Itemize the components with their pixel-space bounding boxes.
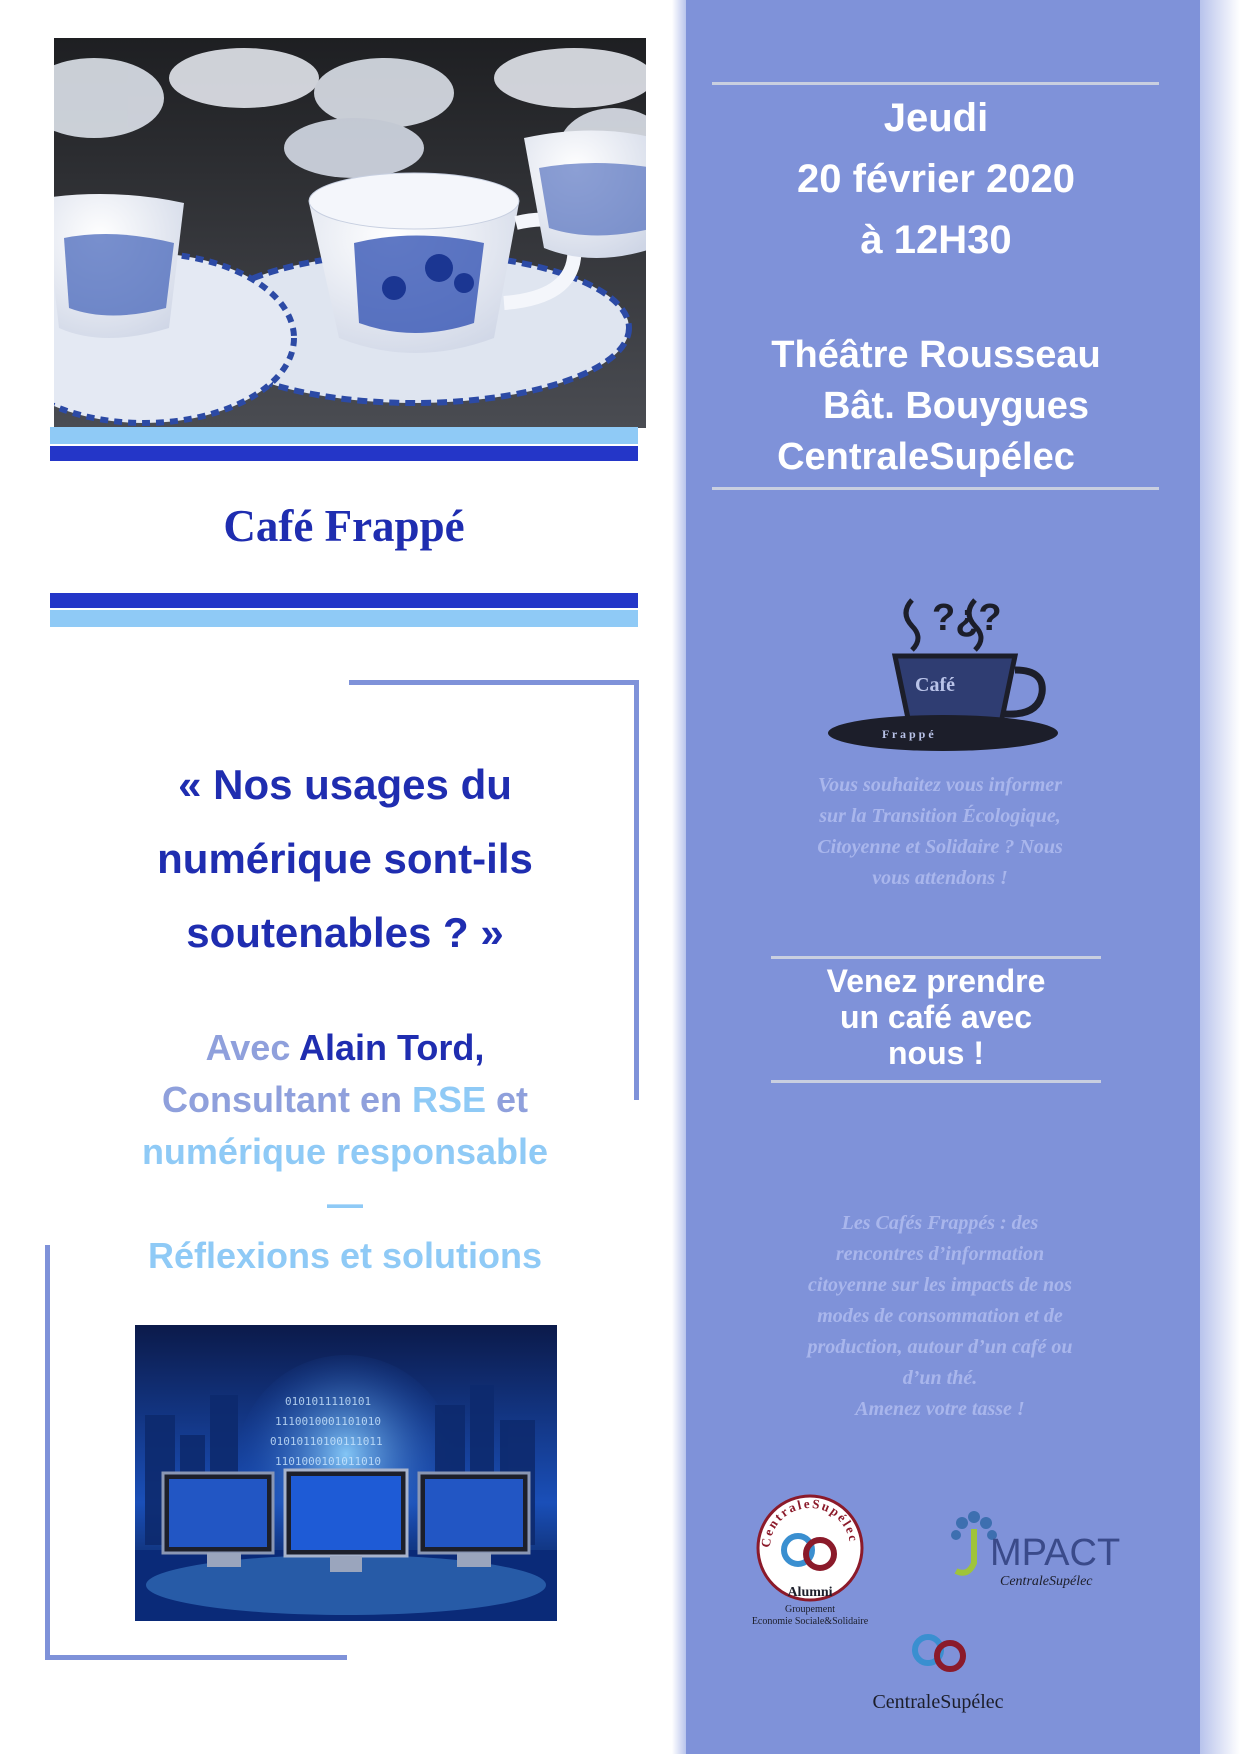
topic-line-3: soutenables ? » [186,909,504,956]
talk-subtitle: Réflexions et solutions [147,1235,543,1276]
centralesupelec-label: CentraleSupélec [872,1691,1004,1713]
frame-top-line [349,680,639,685]
logo-cup-text: Café [915,674,955,696]
frame-bottom-line [45,1655,347,1660]
topic-line-2: numérique sont-ils [157,835,533,882]
event-datetime [696,88,1176,271]
light-blue-stripe-bottom [50,610,638,627]
alumni-logo [740,1490,880,1630]
topic-heading [60,748,630,970]
speaker-role-rse: RSE [411,1079,486,1120]
speaker-prefix: Avec [205,1027,300,1068]
speaker-dash: — [327,1183,363,1224]
invite-line-3: nous ! [888,1035,984,1071]
venue-line-2: Bât. Bouygues [822,385,1090,427]
about-line-1: Les Cafés Frappés : des [841,1212,1039,1234]
about-line-3: citoyenne sur les impacts de nos [808,1274,1072,1296]
invite-line-2: un café avec [839,999,1033,1035]
impact-word: MPACT [990,1532,1121,1574]
about-text [730,1208,1150,1425]
frame-right-line [634,680,639,1100]
impact-logo [940,1505,1140,1595]
svg-text:01010110100111011: 01010110100111011 [270,1435,383,1448]
digital-city-photo [135,1325,557,1621]
intro-line-4: vous attendons ! [872,867,1008,889]
light-blue-stripe-top [50,427,638,444]
speaker-name: Alain Tord, [299,1027,485,1068]
speaker-role-line2: numérique responsable [141,1131,549,1172]
about-line-4: modes de consommation et de [817,1305,1063,1327]
divider-venue [712,487,1159,490]
svg-text:1110010001101010: 1110010001101010 [275,1415,381,1428]
teacups-photo [54,38,646,428]
speaker-block [60,1022,630,1282]
about-line-5: production, autour d’un café ou [807,1336,1073,1358]
event-day: Jeudi [883,96,989,140]
intro-line-3: Citoyenne et Solidaire ? Nous [817,836,1063,858]
logo-saucer-text: F r a p p é [882,727,934,741]
divider-invite-top [771,956,1101,959]
impact-subtitle: CentraleSupélec [1000,1574,1093,1589]
venue-line-1: Théâtre Rousseau [771,334,1101,376]
centralesupelec-logo [840,1620,1040,1720]
event-date: 20 février 2020 [796,157,1075,201]
alumni-group-line-1: Groupement [785,1604,835,1615]
event-title: Café Frappé [223,501,465,551]
question-marks: ?¿? [932,597,1002,639]
divider-invite-bottom [771,1080,1101,1083]
topic-line-1: « Nos usages du [178,761,512,808]
frame-left-line [45,1245,50,1660]
about-line-7: Amenez votre tasse ! [855,1398,1025,1420]
panel-left-fade [672,0,686,1754]
intro-line-1: Vous souhaitez vous informer [818,774,1062,796]
alumni-group-line-2: Economie Sociale&Solidaire [751,1616,869,1627]
event-time: à 12H30 [860,218,1012,262]
cafe-frappe-logo [820,578,1060,758]
alumni-label: Alumni [787,1585,833,1600]
intro-text [740,770,1140,894]
alumni-ring-text: CentraleSupélec [757,1495,862,1549]
intro-line-2: sur la Transition Écologique, [819,805,1061,827]
invite-line-1: Venez prendre [826,963,1046,999]
speaker-role-and: et [486,1079,529,1120]
svg-text:0101011110101: 0101011110101 [285,1395,372,1408]
speaker-role: Consultant en [161,1079,412,1120]
dark-blue-stripe-top [50,446,638,461]
about-line-6: d’un thé. [902,1367,978,1389]
event-venue [696,330,1176,483]
about-line-2: rencontres d’information [835,1243,1045,1265]
panel-right-fade [1200,0,1240,1754]
svg-text:1101000101011010: 1101000101011010 [275,1455,381,1468]
invite-text [771,963,1101,1071]
divider-top [712,82,1159,85]
dark-blue-stripe-bottom [50,593,638,608]
venue-line-3: CentraleSupélec [777,436,1075,478]
